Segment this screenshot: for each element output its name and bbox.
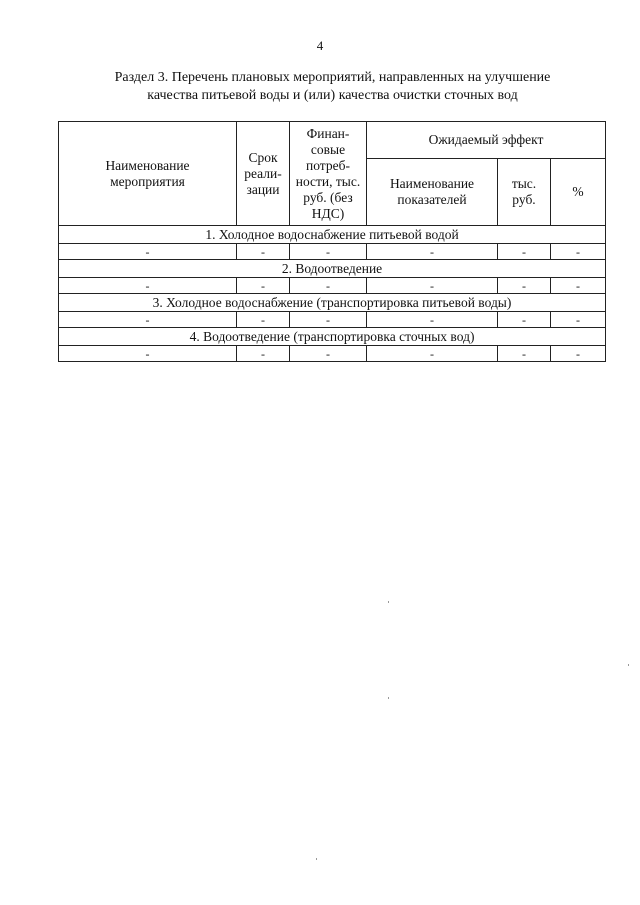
section-title-line-1: Раздел 3. Перечень плановых мероприятий, направленных на улучшение	[114, 70, 551, 85]
table-cell: -	[551, 278, 606, 294]
header-expected-effect: Ожидаемый эффект	[367, 122, 606, 159]
section-heading-1: 1. Холодное водоснабжение питьевой водой	[59, 226, 606, 244]
table-cell: -	[551, 346, 606, 362]
scan-speck	[388, 697, 389, 699]
measures-table	[58, 121, 606, 362]
scan-speck	[628, 664, 629, 666]
table-cell: -	[237, 346, 290, 362]
section-heading-2: 2. Водоотведение	[59, 260, 606, 278]
table-cell: -	[237, 278, 290, 294]
table-row	[59, 278, 606, 294]
scan-speck	[388, 601, 389, 603]
table-cell: -	[498, 312, 551, 328]
table-cell: -	[290, 346, 367, 362]
header-financing: Финан-совые потреб-ности, тыс. руб. (без НДС)	[290, 122, 367, 226]
table-row	[59, 312, 606, 328]
table-cell: -	[551, 312, 606, 328]
page-number: 4	[316, 38, 324, 53]
section-heading-4: 4. Водоотведение (транспортировка сточных вод)	[59, 328, 606, 346]
header-thousand-rub: тыс. руб.	[498, 159, 551, 226]
table-cell: -	[551, 244, 606, 260]
table-cell: -	[367, 312, 498, 328]
table-cell: -	[290, 244, 367, 260]
table-cell: -	[498, 244, 551, 260]
table-row	[59, 244, 606, 260]
table-cell: -	[290, 278, 367, 294]
table-cell: -	[367, 346, 498, 362]
table-cell: -	[59, 346, 237, 362]
header-percent: %	[551, 159, 606, 226]
section-heading-3: 3. Холодное водоснабжение (транспортировка питьевой воды)	[59, 294, 606, 312]
table-cell: -	[59, 244, 237, 260]
section-title-line-2: качества питьевой воды и (или) качества очистки сточных вод	[147, 88, 518, 103]
table-row	[59, 346, 606, 362]
table-cell: -	[498, 278, 551, 294]
table-cell: -	[59, 312, 237, 328]
scan-speck	[316, 858, 317, 860]
table-cell: -	[237, 312, 290, 328]
table-cell: -	[237, 244, 290, 260]
table-cell: -	[498, 346, 551, 362]
table-cell: -	[367, 278, 498, 294]
table-cell: -	[367, 244, 498, 260]
section-title	[60, 69, 605, 105]
table-cell: -	[59, 278, 237, 294]
header-term: Срок реали-зации	[237, 122, 290, 226]
header-indicator-name: Наименование показателей	[367, 159, 498, 226]
header-measure-name: Наименование мероприятия	[59, 122, 237, 226]
table-cell: -	[290, 312, 367, 328]
